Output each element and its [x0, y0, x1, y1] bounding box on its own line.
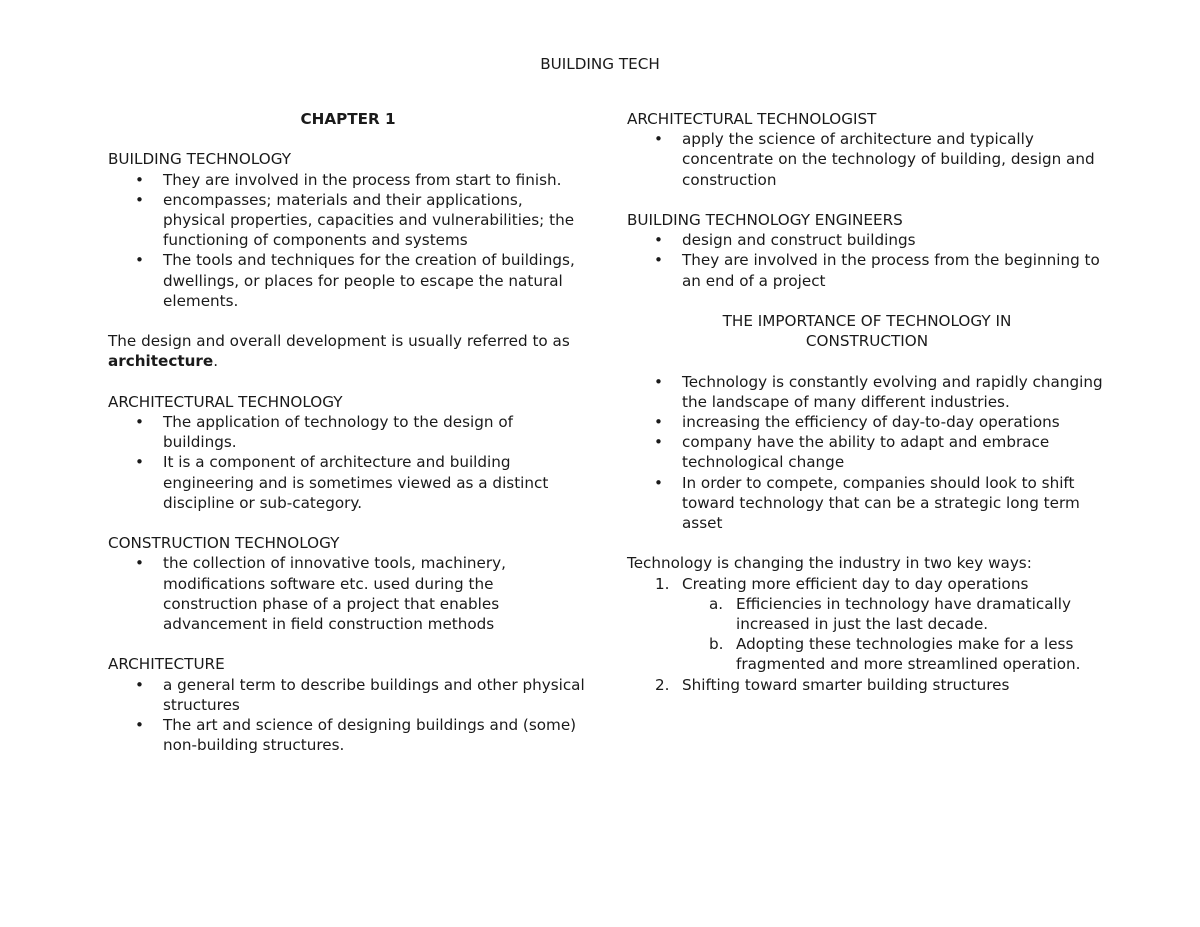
list-item: • company have the ability to adapt and embrace technological change [627, 432, 1107, 472]
section-heading-architecture: ARCHITECTURE [108, 655, 225, 674]
spacer [627, 291, 1107, 311]
lettered-item-text: Adopting these technologies make for a less fragmented and more streamlined operation. [736, 635, 1081, 674]
numbered-item-text: Creating more efficient day to day operations [682, 574, 1029, 593]
lettered-item-text: Efficiencies in technology have dramatically increased in just the last decade. [736, 594, 1071, 634]
spacer [627, 190, 1107, 210]
spacer [108, 311, 588, 331]
list-item: • The application of technology to the design of buildings. [108, 412, 588, 452]
section-heading-architectural-technologist: ARCHITECTURAL TECHNOLOGIST [627, 110, 877, 128]
building-technology-list [108, 170, 588, 311]
sub-list [682, 594, 1107, 675]
section-heading-construction-technology: CONSTRUCTION TECHNOLOGY [108, 534, 340, 553]
importance-list [627, 372, 1107, 534]
architectural-technologist-list [627, 129, 1107, 190]
spacer [108, 372, 588, 392]
importance-heading [627, 311, 1107, 351]
numbered-item-text: Shifting toward smarter building structures [682, 675, 1010, 694]
list-item: • apply the science of architecture and typically concentrate on the technology of building, design and construction [627, 129, 1107, 190]
lettered-item [682, 594, 1107, 634]
spacer [108, 634, 588, 654]
section-heading-building-technology: BUILDING TECHNOLOGY [108, 150, 291, 169]
list-item: • In order to compete, companies should look to shift toward technology that can be a strategic long term asset [627, 473, 1107, 534]
architecture-list [108, 675, 588, 756]
spacer [108, 513, 588, 533]
section-heading-building-technology-engineers: BUILDING TECHNOLOGY ENGINEERS [627, 211, 903, 229]
importance-heading-line-1: THE IMPORTANCE OF TECHNOLOGY IN [722, 312, 1012, 330]
list-item: • a general term to describe buildings and other physical structures [108, 675, 588, 715]
numbered-item [627, 675, 1107, 695]
lettered-item [682, 634, 1107, 674]
list-item: • Technology is constantly evolving and rapidly changing the landscape of many different industries. [627, 372, 1107, 412]
list-item: • They are involved in the process from the beginning to an end of a project [627, 250, 1107, 290]
number-marker: 1. [655, 574, 670, 593]
list-item: • They are involved in the process from start to finish. [108, 170, 588, 190]
section-heading-architectural-technology: ARCHITECTURAL TECHNOLOGY [108, 392, 343, 411]
list-item: • the collection of innovative tools, machinery, modifications software etc. used during the construction phase of a project that enables advancement in field construction methods [108, 553, 588, 634]
letter-marker: a. [709, 594, 724, 613]
list-item: • The art and science of designing buildings and (some) non-building structures. [108, 715, 588, 755]
key-ways-intro: Technology is changing the industry in two key ways: [627, 554, 1032, 573]
key-ways-list [627, 574, 1107, 695]
number-marker: 2. [655, 675, 670, 694]
construction-technology-list [108, 553, 588, 634]
bold-term: architecture [108, 352, 214, 371]
spacer [627, 533, 1107, 553]
list-item: • It is a component of architecture and building engineering and is sometimes viewed as a distinct discipline or sub-category. [108, 452, 588, 513]
chapter-heading: CHAPTER 1 [300, 110, 396, 128]
architecture-paragraph [108, 331, 588, 371]
list-item: • The tools and techniques for the creation of buildings, dwellings, or places for people to escape the natural elements. [108, 250, 588, 311]
page-title: BUILDING TECH [540, 55, 660, 73]
letter-marker: b. [709, 635, 724, 654]
paragraph-text-end: . [213, 352, 219, 371]
paragraph-text: The design and overall development is usually referred to as [108, 332, 570, 351]
numbered-item [627, 574, 1107, 675]
architectural-technology-list [108, 412, 588, 513]
list-item: • increasing the efficiency of day-to-day operations [627, 412, 1107, 432]
list-item: • encompasses; materials and their applications, physical properties, capacities and vulnerabilities; the functioning of components and systems [108, 190, 588, 251]
building-technology-engineers-list [627, 230, 1107, 291]
importance-heading-line-2: CONSTRUCTION [805, 332, 929, 351]
list-item: • design and construct buildings [627, 230, 1107, 250]
spacer [627, 351, 1107, 371]
left-column [108, 109, 588, 755]
spacer [108, 129, 588, 149]
right-column [627, 109, 1107, 695]
